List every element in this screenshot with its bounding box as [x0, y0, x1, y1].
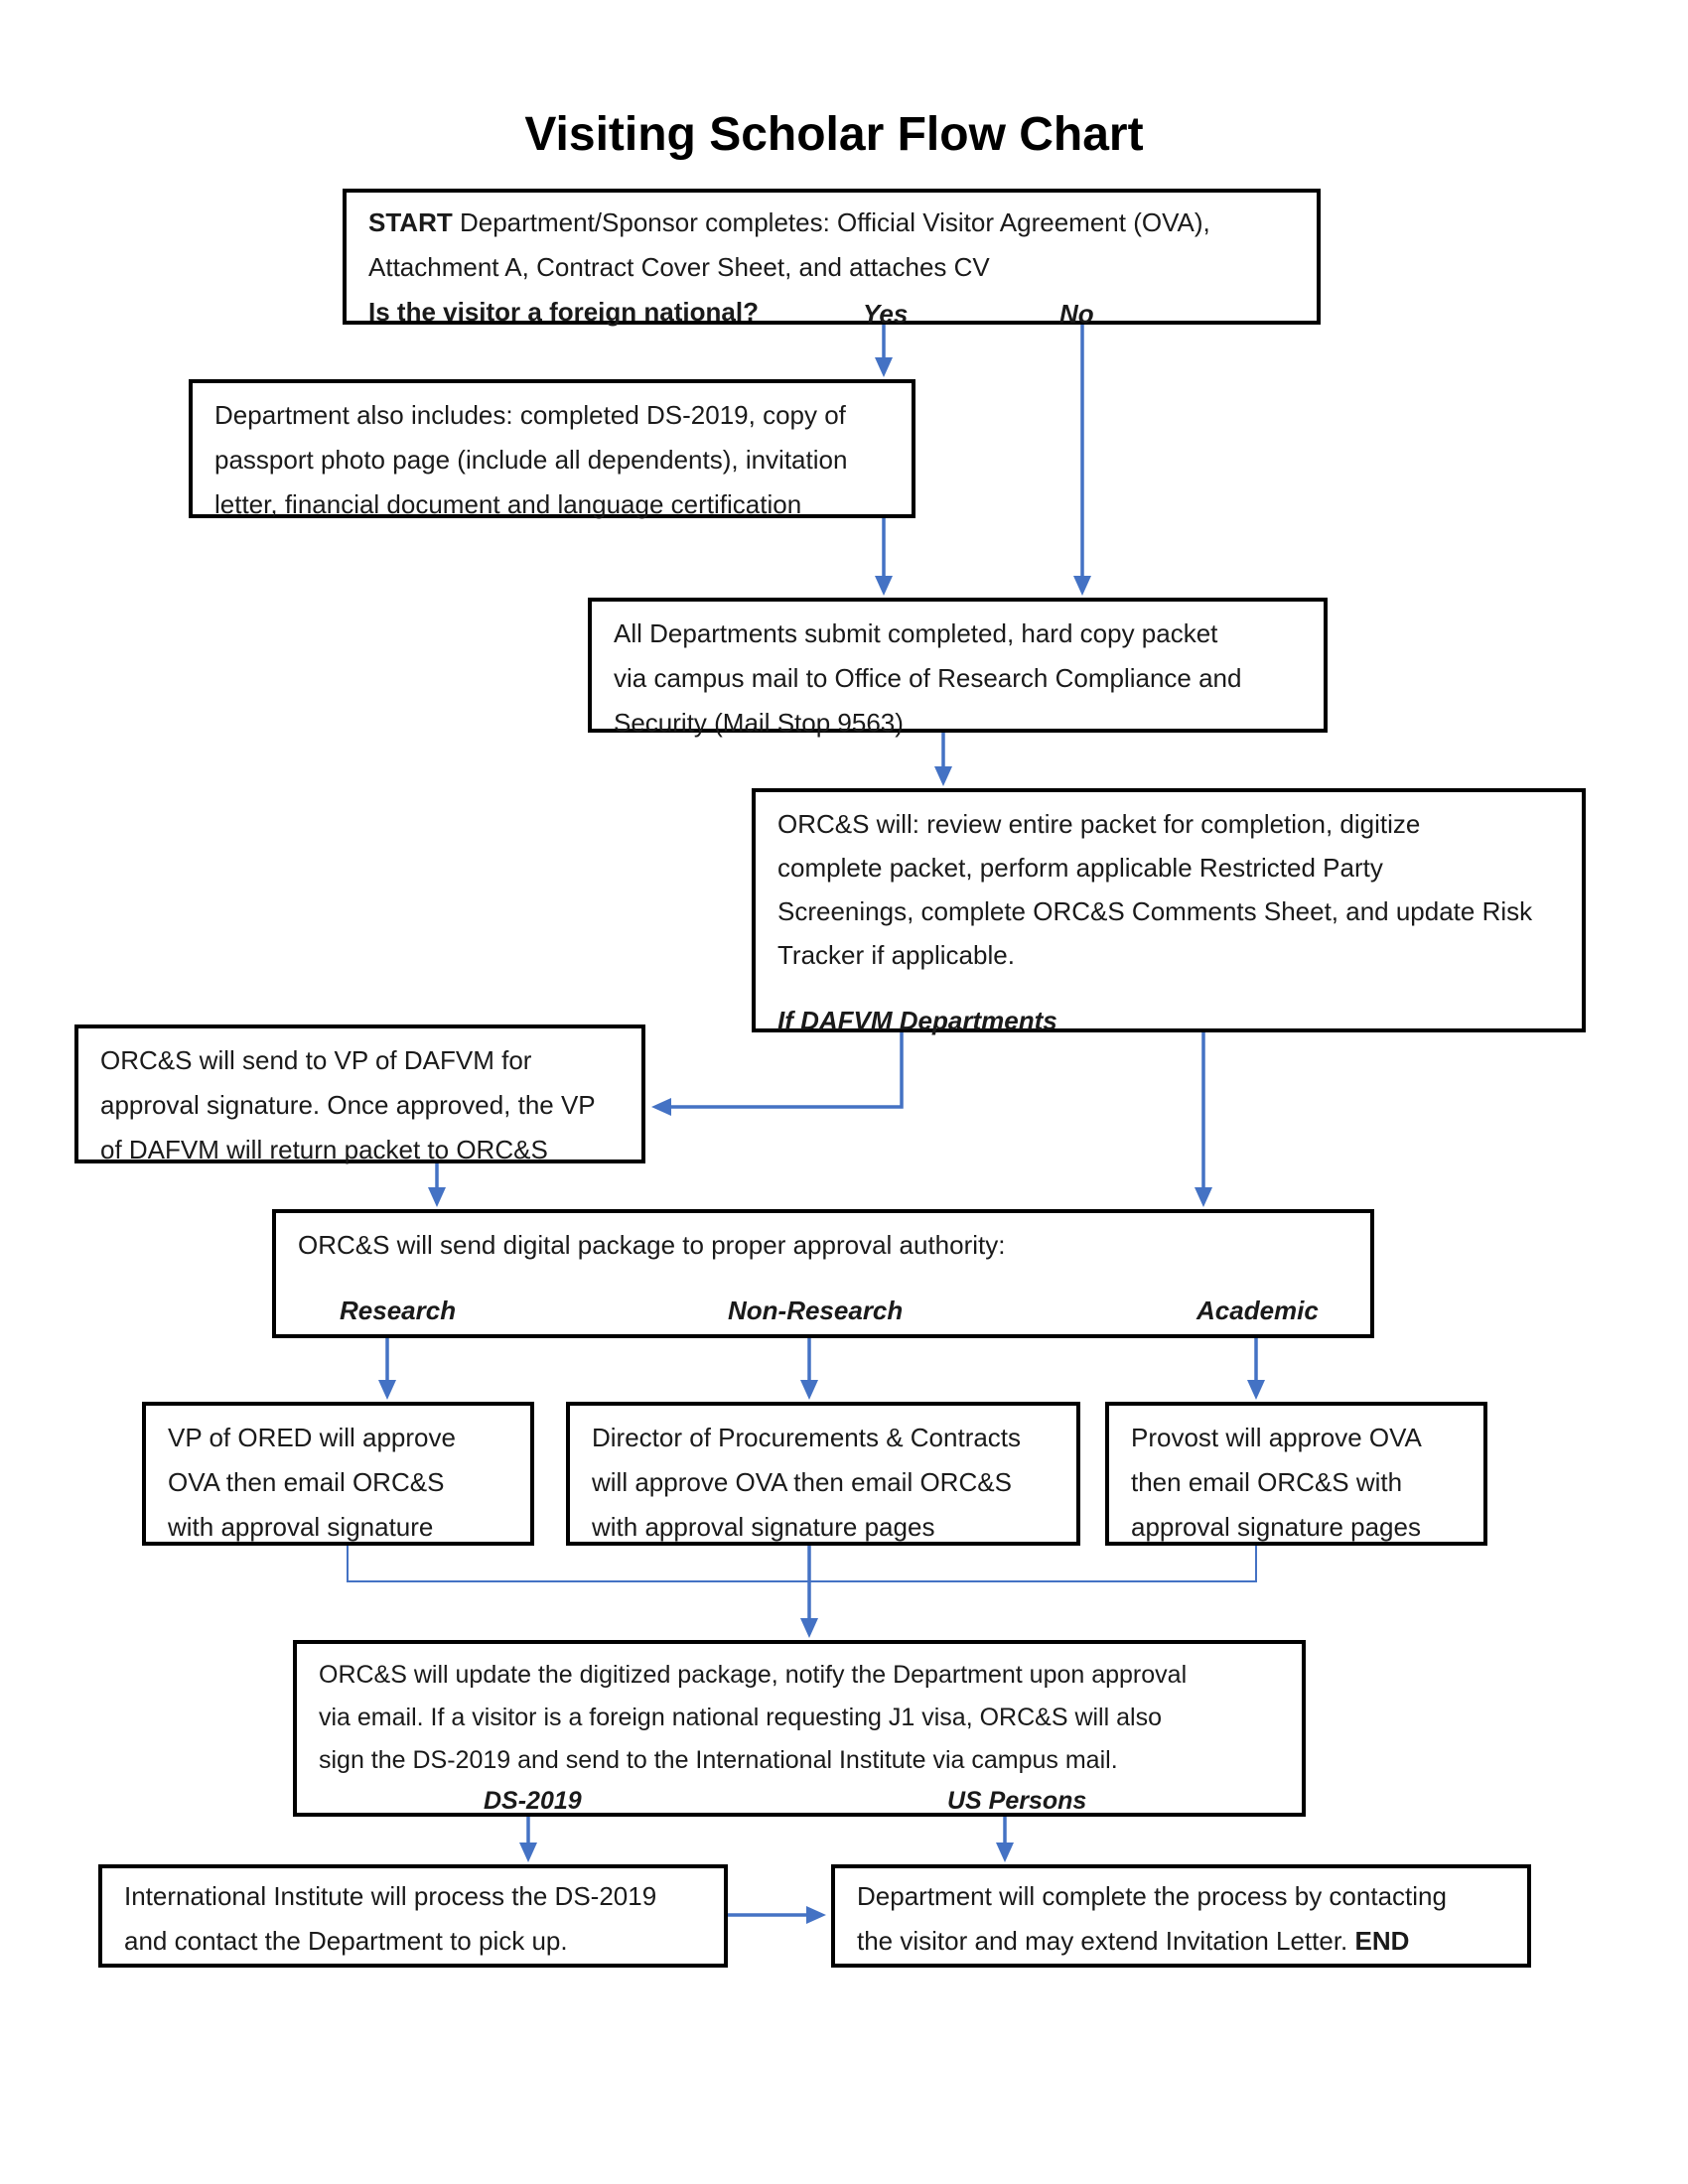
- foreign-line: passport photo page (include all dependents), invitation: [214, 445, 848, 475]
- submit-line: via campus mail to Office of Research Compliance and: [614, 663, 1242, 693]
- dafvm-line: of DAFVM will return packet to ORC&S: [100, 1135, 548, 1164]
- orcs-review-box: [752, 788, 1586, 1035]
- start-line1-rest: Department/Sponsor completes: Official Visitor Agreement (OVA),: [452, 207, 1210, 237]
- institute-line: and contact the Department to pick up.: [124, 1926, 568, 1956]
- authority-line: ORC&S will send digital package to proper approval authority:: [298, 1230, 1006, 1260]
- update-line: ORC&S will update the digitized package, notify the Department upon approval: [319, 1661, 1188, 1689]
- submit-packet-box: [588, 598, 1328, 738]
- provost-line: approval signature pages: [1131, 1512, 1421, 1542]
- provost-line: then email ORC&S with: [1131, 1467, 1403, 1497]
- end-label: END: [1354, 1926, 1410, 1956]
- academic-branch-label: Academic: [1196, 1296, 1319, 1325]
- international-institute-box: [98, 1864, 728, 1968]
- update-line: sign the DS-2019 and send to the International Institute via campus mail.: [319, 1746, 1118, 1774]
- dafvm-line: approval signature. Once approved, the VP: [100, 1090, 596, 1120]
- yes-label: Yes: [863, 299, 909, 329]
- vp-ored-box: [142, 1402, 534, 1546]
- end-box-line1: Department will complete the process by contacting: [857, 1881, 1447, 1911]
- research-branch-label: Research: [340, 1296, 457, 1325]
- foreign-national-question: Is the visitor a foreign national?: [368, 297, 759, 327]
- end-box-line2: [857, 1919, 1505, 1964]
- dafvm-line: ORC&S will send to VP of DAFVM for: [100, 1045, 532, 1075]
- submit-line: Security (Mail Stop 9563): [614, 708, 904, 738]
- non-research-branch-label: Non-Research: [728, 1296, 904, 1325]
- us-persons-branch-label: US Persons: [947, 1787, 1087, 1815]
- start-box-line2: Attachment A, Contract Cover Sheet, and attaches CV: [368, 252, 990, 282]
- ds2019-branch-label: DS-2019: [484, 1787, 582, 1815]
- procurements-line: will approve OVA then email ORC&S: [592, 1467, 1012, 1497]
- dafvm-vp-box: [74, 1024, 645, 1163]
- review-line: Screenings, complete ORC&S Comments Sheet, and update Risk: [777, 896, 1533, 926]
- provost-line: Provost will approve OVA: [1131, 1423, 1422, 1452]
- review-line: complete packet, perform applicable Restricted Party: [777, 853, 1383, 883]
- start-label: START: [368, 207, 453, 237]
- no-label: No: [1059, 299, 1094, 329]
- update-package-box: [293, 1640, 1306, 1817]
- approval-authority-box: [272, 1209, 1374, 1338]
- dafvm-condition-label: If DAFVM Departments: [777, 1006, 1057, 1035]
- end-box-line2-text: the visitor and may extend Invitation Letter.: [857, 1926, 1355, 1956]
- submit-line: All Departments submit completed, hard copy packet: [614, 618, 1218, 648]
- institute-line: International Institute will process the DS-2019: [124, 1881, 657, 1911]
- review-line: ORC&S will: review entire packet for completion, digitize: [777, 809, 1421, 839]
- foreign-line: Department also includes: completed DS-2019, copy of: [214, 400, 846, 430]
- vp-ored-line: with approval signature: [168, 1512, 434, 1542]
- vp-ored-line: OVA then email ORC&S: [168, 1467, 445, 1497]
- department-end-box: [831, 1864, 1531, 1968]
- arrow-review-to-dafvm: [657, 1032, 902, 1107]
- provost-box: [1105, 1402, 1487, 1546]
- connector-approvals-merge: [348, 1546, 1256, 1581]
- start-box: [343, 189, 1321, 329]
- review-line: Tracker if applicable.: [777, 940, 1015, 970]
- procurements-line: with approval signature pages: [592, 1512, 935, 1542]
- foreign-national-box: [189, 379, 915, 518]
- page-title: Visiting Scholar Flow Chart: [524, 108, 1144, 161]
- procurements-line: Director of Procurements & Contracts: [592, 1423, 1022, 1452]
- start-box-line1: [368, 201, 1295, 245]
- foreign-line: letter, financial document and language certification: [214, 489, 802, 519]
- procurements-director-box: [566, 1402, 1080, 1546]
- vp-ored-line: VP of ORED will approve: [168, 1423, 456, 1452]
- update-line: via email. If a visitor is a foreign national requesting J1 visa, ORC&S will also: [319, 1704, 1162, 1731]
